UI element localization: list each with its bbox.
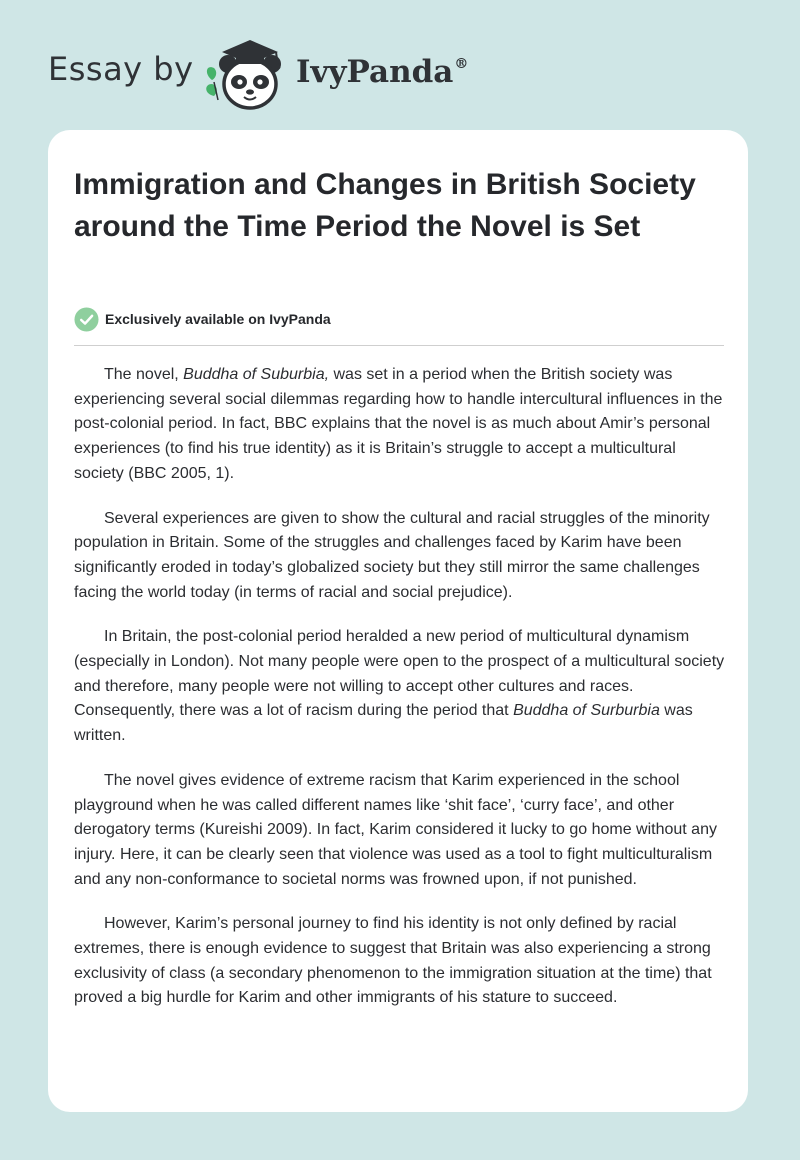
paragraph-5: However, Karim’s personal journey to find his identity is not only defined by racial extremes, there is enough evidence to suggest that Britain was also experiencing a strong exclusivity of class (a secondary phenomenon to the immigration situation at the time) that proved a big hurdle for Karim and other immigrants of his stature to succeed.	[74, 915, 712, 1007]
divider	[74, 345, 724, 346]
book-title: Buddha of Suburbia,	[183, 366, 330, 383]
paragraph-2: Several experiences are given to show the cultural and racial struggles of the minority population in Britain. Some of the struggles and challenges faced by Karim have been significantly eroded in today’s globalized society but they still mirror the same challenges facing the world today (in terms of racial and social prejudice).	[74, 509, 710, 601]
paragraph-1-text-a: The novel,	[104, 366, 184, 383]
article-title: Immigration and Changes in British Society around the Time Period the Novel is Set	[74, 168, 696, 243]
brand-text: IvyPanda	[296, 54, 454, 90]
article-body	[74, 363, 726, 1031]
exclusive-badge	[74, 306, 331, 332]
paragraph-4: The novel gives evidence of extreme racism that Karim experienced in the school playground when he was called different names like ‘shit face’, ‘curry face’, and other derogatory terms (Kureishi 2009). In fact, Karim considered it lucky to go home without any injury. Here, it can be clearly seen that violence was used as a tool to fight multiculturalism and any non-conformance to societal norms was frowned upon, if not punished.	[74, 771, 717, 888]
paragraph-3-text-a: In Britain, the post-colonial period heralded a new period of multicultural dynamism (especially in London). Not many people were open to the prospect of a multicultural society and therefore, many people were not willing to accept other cultures and races. Consequently, there was a lot of racism during the period that	[74, 628, 725, 720]
book-title: Buddha of Surburbia	[513, 702, 660, 720]
paragraph-1	[74, 363, 726, 487]
site-header	[0, 0, 800, 130]
article-card	[48, 130, 748, 1112]
brand-name[interactable]	[296, 54, 468, 90]
exclusive-label: Exclusively available on IvyPanda	[105, 311, 331, 327]
registered-mark: ®	[454, 56, 469, 72]
check-circle-icon	[74, 307, 99, 332]
paragraph-1-text-b: was set in a period when the British society was experiencing several social dilemmas regarding how to handle intercultural influences in the post-colonial period. In fact, BBC explains that the novel is as much about Amir’s personal experiences (to find his true identity) as it is Britain’s struggle to accept a multicultural society (BBC 2005, 1).	[74, 366, 723, 482]
paragraph-3	[74, 625, 726, 749]
panda-graduate-icon[interactable]	[200, 34, 296, 114]
paragraph-3-text-b: was written.	[74, 702, 693, 745]
essay-by-label: Essay by	[48, 50, 194, 88]
